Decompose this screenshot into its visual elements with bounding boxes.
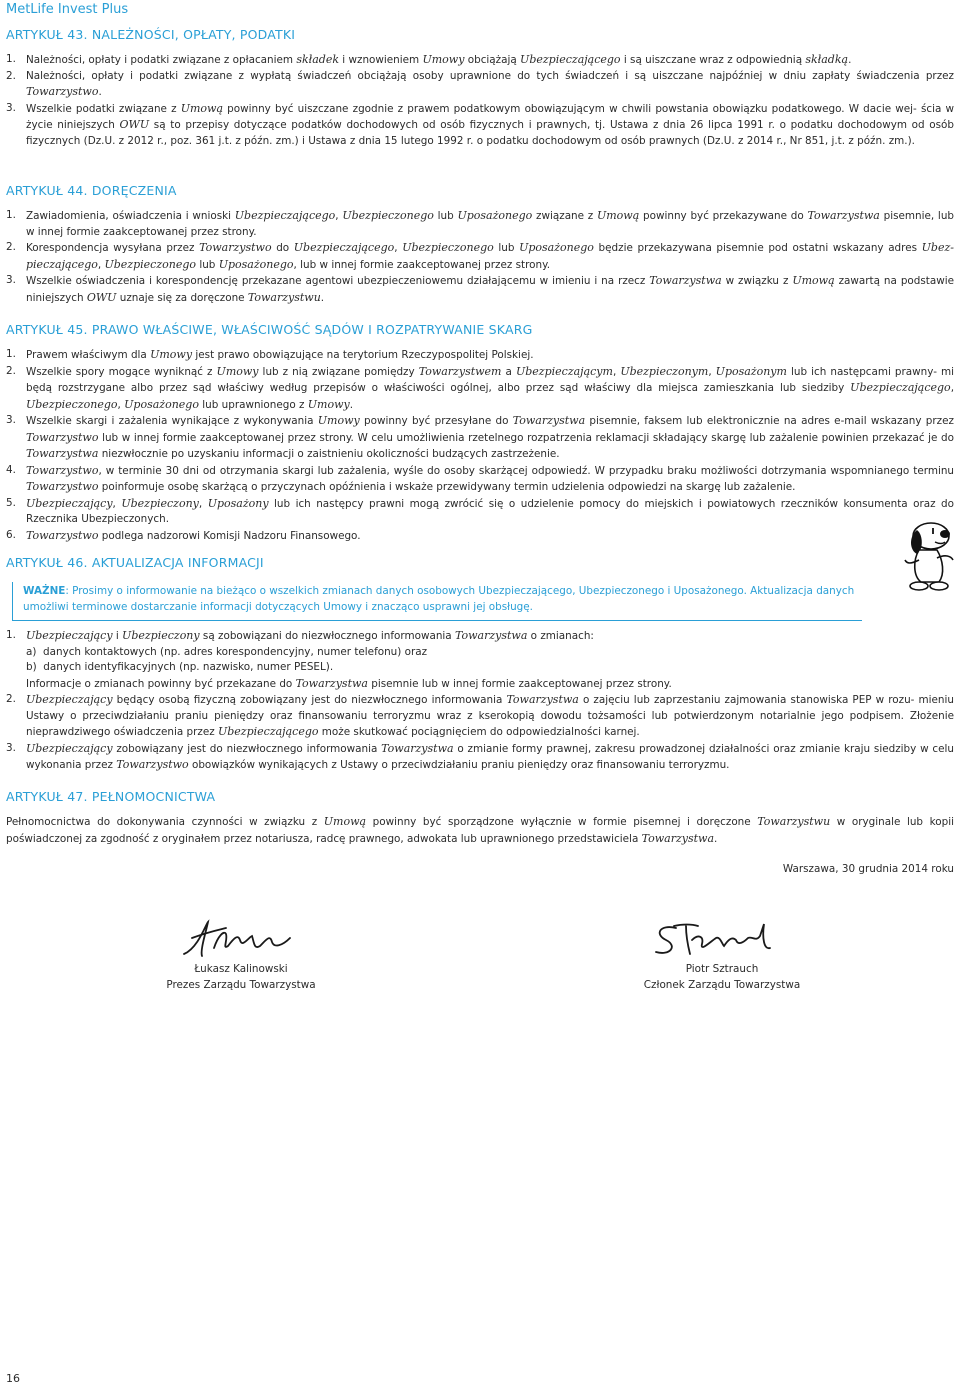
- item-number: 6.: [6, 528, 16, 541]
- list-item: [6, 741, 954, 774]
- article-44-title: ARTYKUŁ 44. DORĘCZENIA: [6, 183, 177, 198]
- item-text: Należności, opłaty i podatki związane z wypłatą świadczeń obciążają osoby uprawnione do tych świadczeń i są uiszczane najpóźniej w dniu zapłaty świadczenia przez Towarzystwo.: [26, 69, 954, 98]
- list-item: [6, 208, 954, 240]
- list-item: [6, 496, 954, 528]
- item-number: 3.: [6, 101, 16, 114]
- item-number: 2.: [6, 241, 16, 253]
- item-number: 1.: [6, 209, 16, 221]
- document-page: [6, 0, 954, 1386]
- item-text: Ubezpieczający, Ubezpieczony, Uposażony lub ich następcy prawni mogą zwrócić się o udzielenie pomocy do miejskich i powiatowych rzeczników konsumenta oraz do Rzecznika Ubezpieczonych.: [26, 496, 954, 525]
- item-number: 4.: [6, 463, 16, 476]
- article-44-list: [6, 208, 954, 306]
- page-number: 16: [6, 1372, 20, 1385]
- article-45-list: [6, 347, 954, 544]
- document-header: MetLife Invest Plus: [6, 2, 129, 17]
- list-item: [6, 69, 954, 101]
- signatory-right-name: Piotr Sztrauch: [685, 963, 759, 975]
- list-item: [6, 528, 954, 545]
- item-text: Zawiadomienia, oświadczenia i wnioski Ubezpieczającego, Ubezpieczonego lub Uposażonego związane z Umową powinny być przekazywane do Towarzystwa pisemnie, lub w innej formie zaakceptowanej przez strony.: [26, 209, 954, 238]
- item-text: Prawem właściwym dla Umowy jest prawo obowiązujące na terytorium Rzeczypospolitej Polskiej.: [26, 348, 534, 361]
- item-text: Korespondencja wysyłana przez Towarzystwo do Ubezpieczającego, Ubezpieczonego lub Uposażonego będzie przekazywana pisemnie pod ostatni wskazany adres Ubez- pieczającego, Ubezpieczonego lub Uposażonego, lub w innej formie zaakceptowanej przez strony.: [26, 241, 954, 271]
- item-number: 2.: [6, 69, 16, 82]
- signature-left: [178, 918, 308, 962]
- notice-text: : Prosimy o informowanie na bieżąco o wszelkich zmianach danych osobowych Ubezpieczającego, Ubezpieczonego i Uposażonego. Aktualizacja danych umożliwi terminowe dostarczanie informacji dotyczących Umowy i znacząco usprawni jej obsługę.: [23, 585, 855, 613]
- article-47-title: ARTYKUŁ 47. PEŁNOMOCNICTWA: [6, 789, 216, 804]
- item-number: 1.: [6, 53, 16, 65]
- article-44: [6, 183, 954, 306]
- list-item: [6, 347, 954, 364]
- list-item: [6, 240, 954, 273]
- signature-right: [652, 918, 782, 962]
- list-item: [6, 692, 954, 741]
- article-46-title: ARTYKUŁ 46. AKTUALIZACJA INFORMACJI: [6, 555, 264, 570]
- signatory-right: [622, 962, 822, 993]
- article-46-list: [6, 628, 954, 774]
- signatory-left: [146, 962, 336, 993]
- article-46: [6, 555, 954, 580]
- item-number: 2.: [6, 364, 16, 377]
- article-43: [6, 27, 954, 149]
- list-item: [6, 364, 954, 414]
- item-text: Towarzystwo, w terminie 30 dni od otrzymania skargi lub zażalenia, wyśle do osoby skarżącej odpowiedź. W przypadku braku możliwości dotrzymania wspomnianego terminu Towarzystwo poinformuje osobę skarżącą o przyczynach opóźnienia i wskaże przewidywany termin udzielenia odpowiedzi na skargę lub zażalenie.: [26, 463, 954, 493]
- item-number: 2.: [6, 693, 16, 705]
- article-47: [6, 789, 954, 847]
- item-number: 5.: [6, 496, 16, 509]
- list-item: [6, 463, 954, 496]
- item-text: Wszelkie spory mogące wyniknąć z Umowy lub z nią związane pomiędzy Towarzystwem a Ubezpieczającym, Ubezpieczonym, Uposażonym lub ich następcami prawny- mi będą rozstrzygane albo przez sąd właściwy według przepisów o właściwości ogólnej, albo przez sąd właściwy dla miejsca zamieszkania lub siedziby Ubezpieczającego, Ubezpieczonego, Uposażonego lub uprawnionego z Umowy.: [26, 364, 955, 411]
- item-number: 1.: [6, 629, 16, 641]
- item-number: 3.: [6, 414, 16, 426]
- article-45: [6, 322, 954, 544]
- list-item: [6, 628, 954, 692]
- signatory-right-role: Członek Zarządu Towarzystwa: [643, 978, 801, 991]
- item-text: Ubezpieczający i Ubezpieczony są zobowiązani do niezwłocznego informowania Towarzystwa o zmianach: a) danych kontaktowych (np. adres korespondencyjny, numer telefonu) oraz b) danych identyfikacyjnych (np. nazwisko, numer PESEL). Informacje o zmianach powinny być przekazane do Towarzystwa pisemnie lub w innej formie zaakceptowanej przez strony.: [26, 629, 672, 690]
- signatory-left-name: Łukasz Kalinowski: [194, 963, 288, 975]
- signatory-left-role: Prezes Zarządu Towarzystwa: [166, 978, 316, 991]
- item-text: Towarzystwo podlega nadzorowi Komisji Nadzoru Finansowego.: [26, 528, 361, 542]
- item-text: Ubezpieczający będący osobą fizyczną zobowiązany jest do niezwłocznego informowania Towarzystwa o zajęciu lub zaprzestaniu zajmowania stanowiska PEP w rozu- mieniu Ustawy o przeciwdziałaniu praniu pieniędzy oraz finansowaniu terroryzmu wraz z kserokopią dowodu tożsamości lub potwierdzonym notarialnie jego podpisem. Złożenie nieprawdziwego oświadczenia przez Ubezpieczającego może skutkować pociągnięciem do odpowiedzialności karnej.: [26, 693, 954, 738]
- list-item: [6, 273, 954, 306]
- article-45-title: ARTYKUŁ 45. PRAWO WŁAŚCIWE, WŁAŚCIWOŚĆ SĄDÓW I ROZPATRYWANIE SKARG: [6, 322, 533, 337]
- item-text: Należności, opłaty i podatki związane z opłacaniem składek i wznowieniem Umowy obciążają Ubezpieczającego i są uiszczane wraz z odpowiednią składką.: [26, 53, 852, 66]
- item-text: Ubezpieczający zobowiązany jest do niezwłocznego informowania Towarzystwa o zmianie formy prawnej, zakresu prowadzonej działalności oraz zmianie kraju siedziby w celu wykonania przez Towarzystwo obowiązków wynikających z Ustawy o przeciwdziałaniu praniu pieniędzy oraz finansowaniu terroryzmu.: [26, 741, 954, 771]
- item-number: 3.: [6, 274, 16, 286]
- article-47-text: Pełnomocnictwa do dokonywania czynności w związku z Umową powinny być sporządzone wyłącznie w formie pisemnej i doręczone Towarzystwu w oryginale lub kopii poświadczonej za zgodność z oryginałem przez notariusza, radcę prawnego, adwokata lub uprawnionego przedstawiciela Towarzystwa.: [6, 815, 954, 845]
- article-43-title: ARTYKUŁ 43. NALEŻNOŚCI, OPŁATY, PODATKI: [6, 27, 296, 42]
- list-item: [6, 52, 954, 69]
- important-notice: [12, 582, 862, 621]
- item-text: Wszelkie oświadczenia i korespondencję przekazane agentowi ubezpieczeniowemu działającemu w imieniu i na rzecz Towarzystwa w związku z Umową zawartą na podstawie niniejszych OWU uznaje się za doręczone Towarzystwu.: [26, 274, 955, 304]
- article-43-list: [6, 52, 954, 149]
- item-text: Wszelkie podatki związane z Umową powinny być uiszczane zgodnie z prawem podatkowym obowiązującym w chwili powstania obowiązku podatkowego. W dacie wej- ścia w życie niniejszych OWU są to przepisy dotyczące podatków dochodowych od osób fizycznych i prawnych, tj. Ustawa z dnia 26 lipca 1991 r. o podatku dochodowym od osób fizycznych (Dz.U. z 2012 r., poz. 361 j.t. z późn. zm.) i Ustawa z dnia 15 lutego 1992 r. o podatku dochodowym od osób prawnych (Dz.U. z 2014 r., Nr 851, j.t. z późn. zm.).: [26, 101, 954, 147]
- notice-label: WAŻNE: [23, 585, 66, 597]
- snoopy-illustration: [899, 520, 959, 596]
- item-text: Wszelkie skargi i zażalenia wynikające z wykonywania Umowy powinny być przesyłane do Towarzystwa pisemnie, faksem lub elektronicznie na adres e-mail wskazany przez Towarzystwo lub w innej formie zaakceptowanej przez strony. W celu umożliwienia rzetelnego rozpatrzenia reklamacji składający skargę lub zażalenie powinien przekazać je do Towarzystwa niezwłocznie po uzyskaniu informacji o zaistnieniu okoliczności budzących zastrzeżenie.: [26, 414, 954, 460]
- list-item: [6, 413, 954, 463]
- list-item: [6, 101, 954, 150]
- date-line: Warszawa, 30 grudnia 2014 roku: [782, 863, 954, 875]
- item-number: 1.: [6, 348, 16, 360]
- item-number: 3.: [6, 741, 16, 754]
- article-46-body: [6, 628, 954, 774]
